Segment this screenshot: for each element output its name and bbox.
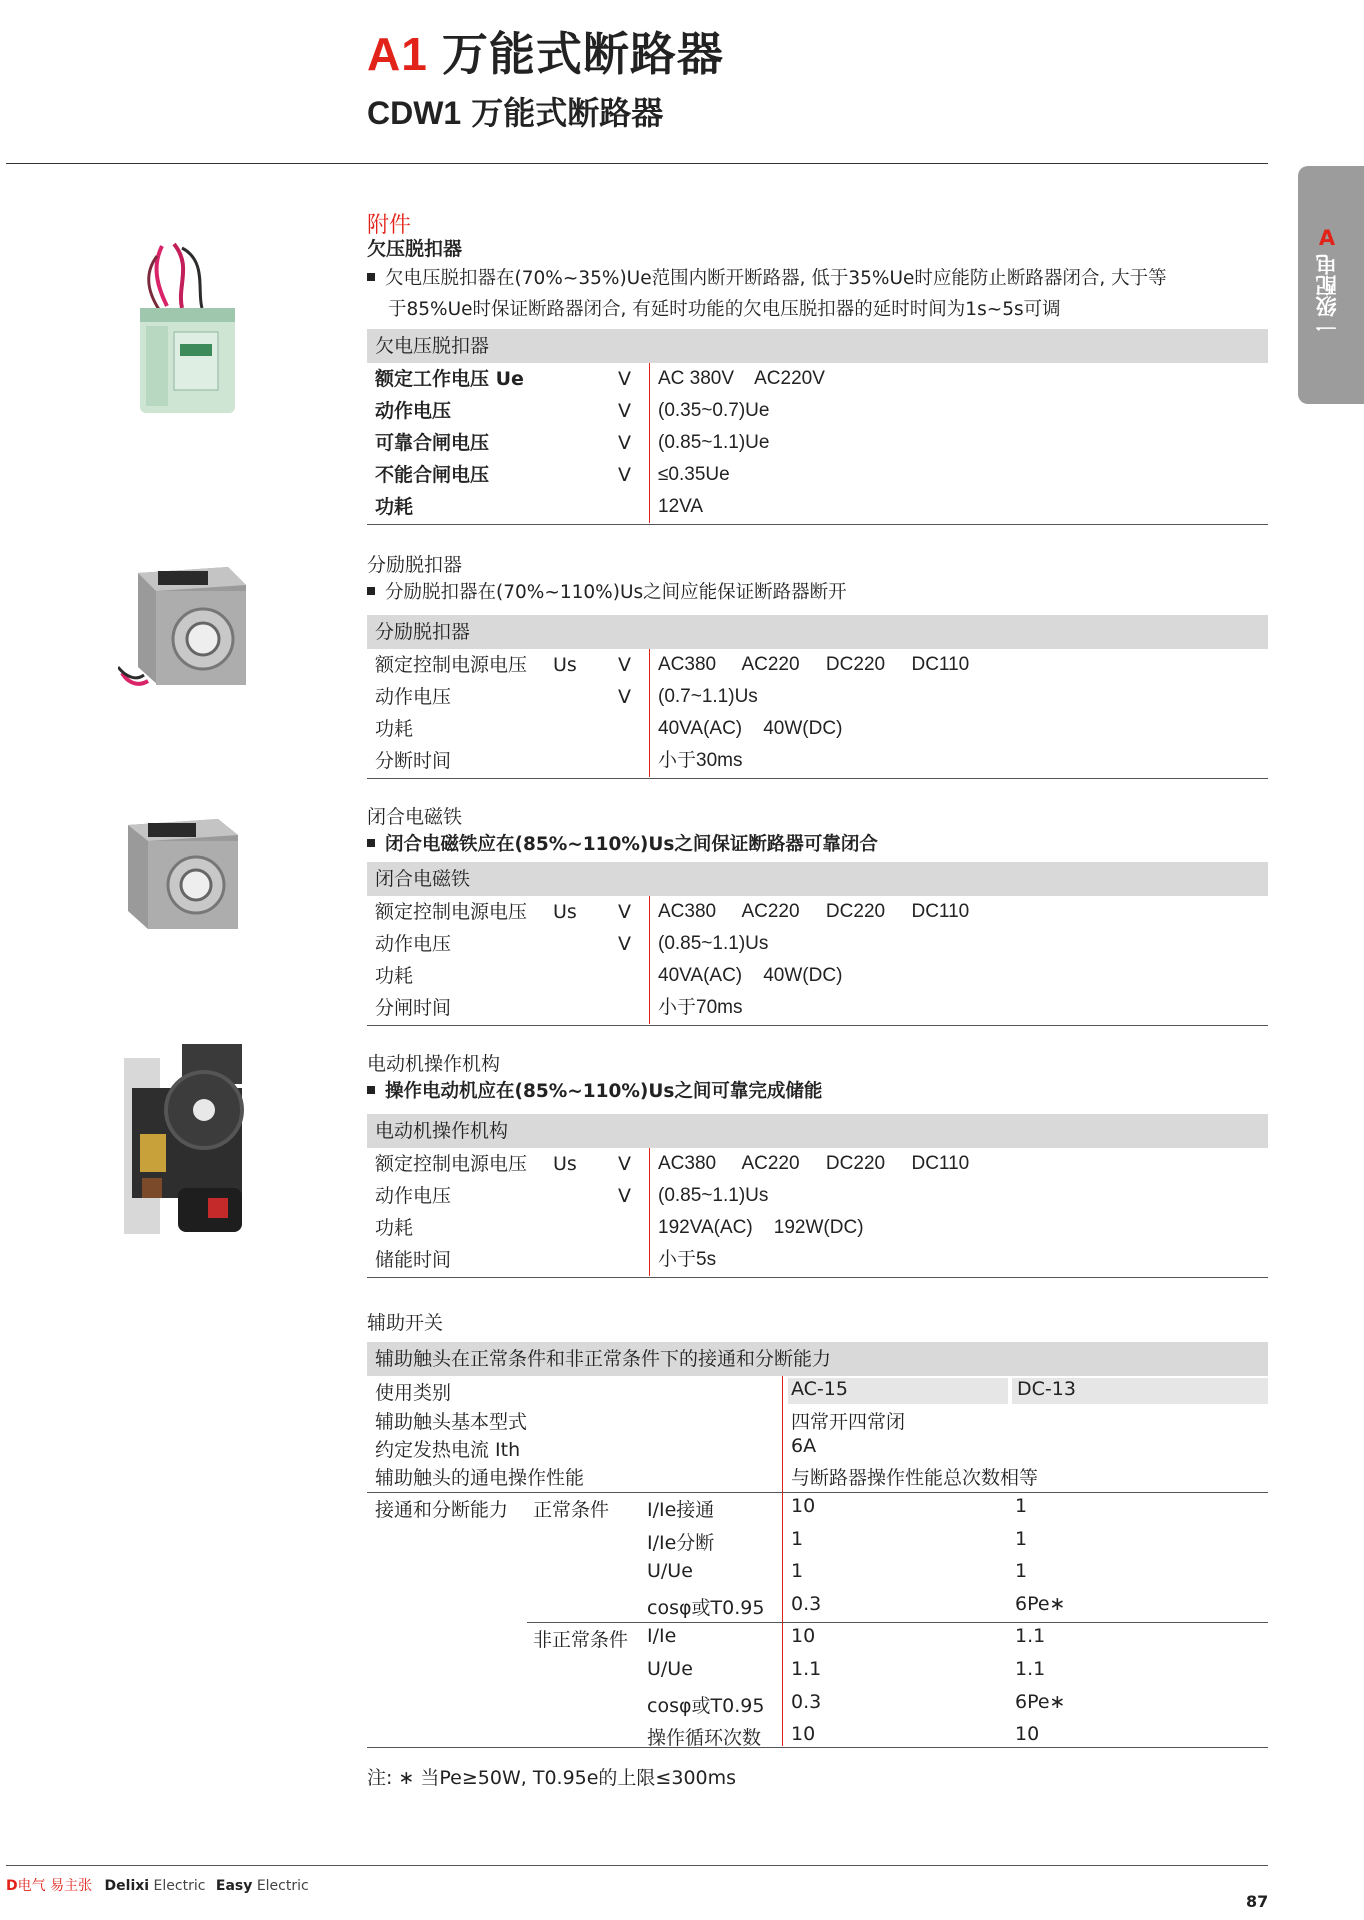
capacity-label: 接通和分断能力 <box>375 1499 509 1521</box>
shunt-table <box>367 615 1268 777</box>
section-label-accessories: 附件 <box>367 213 412 238</box>
closing-desc-text: 闭合电磁铁应在(85%~110%)Us之间保证断路器可靠闭合 <box>385 834 878 855</box>
param-label: cosφ或T0.95 <box>647 1597 765 1619</box>
ac-value: 10 <box>791 1723 816 1745</box>
table-header: 欠电压脱扣器 <box>367 329 1268 363</box>
side-tab-label[interactable] <box>1312 226 1342 338</box>
page-subtitle-text: 万能式断路器 <box>471 94 664 132</box>
table-row <box>367 1244 1268 1276</box>
row-value: (0.85~1.1)Us <box>658 933 769 954</box>
param-label: I/Ie分断 <box>647 1532 715 1554</box>
row-value: 6A <box>791 1435 817 1457</box>
ac-category: AC-15 <box>791 1378 848 1400</box>
brand-en-1: Delixi <box>104 1878 150 1894</box>
undervoltage-desc-line2: 于85%Ue时保证断路器闭合, 有延时功能的欠电压脱扣器的延时时间为1s~5s可调 <box>388 299 1061 320</box>
brand-logo-letter: D <box>6 1878 18 1894</box>
page-subtitle <box>367 88 663 134</box>
row-unit: V <box>618 368 631 390</box>
row-unit: V <box>618 933 631 955</box>
shunt-desc-text: 分励脱扣器在(70%~110%)Us之间应能保证断路器断开 <box>385 582 847 603</box>
row-value: AC380 AC220 DC220 DC110 <box>658 901 970 922</box>
table-bottom-rule <box>367 778 1268 779</box>
row-label: 动作电压 <box>375 400 452 422</box>
footer-brand <box>6 1875 309 1895</box>
brand-en-2: Easy <box>215 1878 253 1894</box>
row-label: 动作电压 <box>375 1185 452 1207</box>
table-row <box>367 1212 1268 1244</box>
brand-en-2b: Electric <box>256 1878 309 1894</box>
row-value: 40VA(AC) 40W(DC) <box>658 718 843 739</box>
row-label: 使用类别 <box>375 1382 452 1404</box>
undervoltage-description <box>367 263 1267 325</box>
row-label: 动作电压 <box>375 933 452 955</box>
brand-en-1b: Electric <box>153 1878 206 1894</box>
row-label: 辅助触头的通电操作性能 <box>375 1467 585 1489</box>
dc-value: 1.1 <box>1015 1658 1046 1680</box>
row-value: 与断路器操作性能总次数相等 <box>791 1467 1039 1489</box>
abnormal-condition-label: 非正常条件 <box>533 1629 629 1651</box>
closing-electromagnet-image <box>118 815 248 931</box>
row-value: (0.7~1.1)Us <box>658 686 758 707</box>
closing-heading: 闭合电磁铁 <box>367 806 463 828</box>
dc-value: 1 <box>1015 1560 1028 1582</box>
row-value: 小于5s <box>658 1249 717 1270</box>
row-value: 小于30ms <box>658 750 743 771</box>
column-divider <box>782 1376 783 1746</box>
dc-value: 6Pe∗ <box>1015 1593 1066 1615</box>
row-value: (0.85~1.1)Ue <box>658 432 770 453</box>
row-unit: V <box>618 1185 631 1207</box>
shunt-description <box>367 577 847 608</box>
aux-table <box>367 1342 1268 1749</box>
table-bottom-rule <box>367 1025 1268 1026</box>
closing-table <box>367 862 1268 1024</box>
section-rule <box>367 1492 1268 1493</box>
closing-description <box>367 829 878 860</box>
row-label: 功耗 <box>375 1217 414 1239</box>
ac-value: 10 <box>791 1625 816 1647</box>
motor-table <box>367 1114 1268 1276</box>
table-row <box>367 896 1268 928</box>
row-unit: V <box>618 654 631 676</box>
table-row <box>367 928 1268 960</box>
table-header: 电动机操作机构 <box>367 1114 1268 1148</box>
undervoltage-release-image <box>122 236 252 416</box>
row-value: 12VA <box>658 496 704 517</box>
row-label: 动作电压 <box>375 686 452 708</box>
row-unit: V <box>618 464 631 486</box>
motor-operating-mechanism-image <box>122 1038 250 1234</box>
row-unit: V <box>618 901 631 923</box>
table-row <box>367 960 1268 992</box>
table-row <box>367 713 1268 745</box>
page-title-text: 万能式断路器 <box>441 27 724 81</box>
row-value: (0.35~0.7)Ue <box>658 400 770 421</box>
ac-value: 0.3 <box>791 1593 822 1615</box>
bullet-square <box>367 839 375 847</box>
row-unit: V <box>618 1153 631 1175</box>
ac-value: 10 <box>791 1495 816 1517</box>
ac-value: 1 <box>791 1560 804 1582</box>
table-row <box>367 745 1268 777</box>
row-label: 约定发热电流 Ith <box>375 1439 521 1461</box>
row-label: 分断时间 <box>375 750 452 772</box>
table-row <box>367 363 1268 395</box>
ac-value: 1 <box>791 1528 804 1550</box>
motor-heading: 电动机操作机构 <box>367 1053 501 1075</box>
dc-value: 1 <box>1015 1495 1028 1517</box>
header-divider <box>6 163 1268 164</box>
row-value: 小于70ms <box>658 997 743 1018</box>
table-row <box>367 427 1268 459</box>
table-row <box>367 992 1268 1024</box>
row-value: ≤0.35Ue <box>658 464 730 485</box>
param-label: I/Ie <box>647 1625 677 1647</box>
page-title <box>367 18 724 84</box>
row-label: 额定控制电源电压 <box>375 901 528 923</box>
row-label: 额定控制电源电压 <box>375 1153 528 1175</box>
row-symbol: Us <box>553 1153 577 1175</box>
row-label: 功耗 <box>375 965 414 987</box>
row-label: 辅助触头基本型式 <box>375 1411 528 1433</box>
row-value: (0.85~1.1)Us <box>658 1185 769 1206</box>
param-label: cosφ或T0.95 <box>647 1695 765 1717</box>
table-row <box>367 1148 1268 1180</box>
ac-value: 0.3 <box>791 1691 822 1713</box>
undervoltage-desc-line1: 欠电压脱扣器在(70%~35%)Ue范围内断开断路器, 低于35%Ue时应能防止断路器闭合, 大于等 <box>385 268 1167 289</box>
row-value: AC 380V AC220V <box>658 368 825 389</box>
motor-description <box>367 1076 822 1107</box>
dc-category: DC-13 <box>1017 1378 1076 1400</box>
param-label: U/Ue <box>647 1560 693 1582</box>
row-value: AC380 AC220 DC220 DC110 <box>658 654 970 675</box>
table-bottom-rule <box>367 524 1268 525</box>
table-header: 分励脱扣器 <box>367 615 1268 649</box>
param-label: 操作循环次数 <box>647 1727 762 1749</box>
row-label: 不能合闸电压 <box>375 464 490 486</box>
aux-heading: 辅助开关 <box>367 1312 444 1334</box>
normal-condition-label: 正常条件 <box>533 1499 610 1521</box>
table-header: 闭合电磁铁 <box>367 862 1268 896</box>
row-value: 四常开四常闭 <box>791 1411 906 1433</box>
row-label: 功耗 <box>375 496 414 518</box>
section-rule <box>527 1622 1268 1623</box>
row-label: 功耗 <box>375 718 414 740</box>
page-subtitle-code: CDW1 <box>367 95 462 131</box>
row-value: 192VA(AC) 192W(DC) <box>658 1217 864 1238</box>
row-unit: V <box>618 432 631 454</box>
table-row <box>367 459 1268 491</box>
shunt-release-image <box>118 563 258 691</box>
side-tab-letter: A <box>1318 226 1336 250</box>
param-label: I/Ie接通 <box>647 1499 715 1521</box>
row-unit: V <box>618 400 631 422</box>
footnote: 注: ∗ 当Pe≥50W, T0.95e的上限≤300ms <box>367 1767 737 1789</box>
page-number: 87 <box>1246 1892 1269 1911</box>
bullet-square <box>367 273 375 281</box>
row-label: 可靠合闸电压 <box>375 432 490 454</box>
table-row <box>367 649 1268 681</box>
table-bottom-rule <box>367 1747 1268 1748</box>
row-value: 40VA(AC) 40W(DC) <box>658 965 843 986</box>
ac-value: 1.1 <box>791 1658 822 1680</box>
bullet-square <box>367 587 375 595</box>
undervoltage-heading: 欠压脱扣器 <box>367 238 463 260</box>
dc-value: 10 <box>1015 1723 1040 1745</box>
row-unit: V <box>618 686 631 708</box>
row-label: 额定工作电压 Ue <box>375 368 524 390</box>
shunt-heading: 分励脱扣器 <box>367 554 463 576</box>
side-tab-text: 一级配电 <box>1315 254 1339 338</box>
row-value: AC380 AC220 DC220 DC110 <box>658 1153 970 1174</box>
row-label: 储能时间 <box>375 1249 452 1271</box>
motor-desc-text: 操作电动机应在(85%~110%)Us之间可靠完成储能 <box>385 1081 823 1102</box>
footer-divider <box>6 1865 1268 1866</box>
table-row <box>367 1180 1268 1212</box>
dc-value: 1 <box>1015 1528 1028 1550</box>
table-header: 辅助触头在正常条件和非正常条件下的接通和分断能力 <box>367 1342 1268 1376</box>
dc-value: 6Pe∗ <box>1015 1691 1066 1713</box>
bullet-square <box>367 1086 375 1094</box>
undervoltage-table <box>367 329 1268 523</box>
table-bottom-rule <box>367 1277 1268 1278</box>
row-symbol: Us <box>553 901 577 923</box>
brand-cn: 电气 易主张 <box>17 1878 93 1894</box>
table-row <box>367 395 1268 427</box>
page-title-code: A1 <box>367 28 428 80</box>
row-symbol: Us <box>553 654 577 676</box>
dc-value: 1.1 <box>1015 1625 1046 1647</box>
row-label: 额定控制电源电压 <box>375 654 528 676</box>
row-label: 分闸时间 <box>375 997 452 1019</box>
param-label: U/Ue <box>647 1658 693 1680</box>
table-row <box>367 681 1268 713</box>
table-row <box>367 491 1268 523</box>
